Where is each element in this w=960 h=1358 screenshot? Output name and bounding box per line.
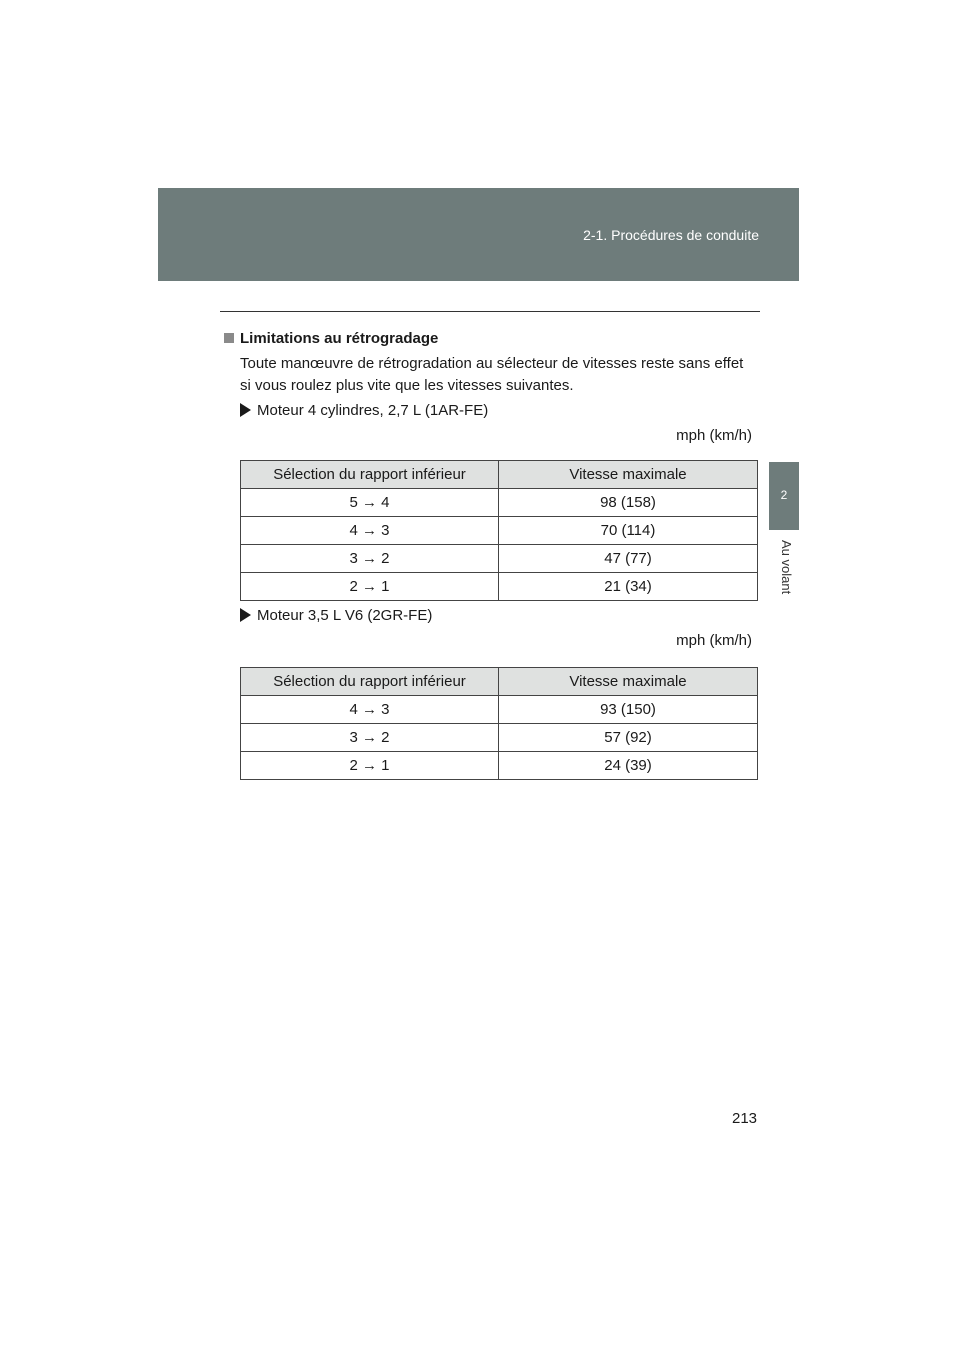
engine-label-2: Moteur 3,5 L V6 (2GR-FE) — [257, 607, 433, 624]
speed-cell: 98 (158) — [499, 489, 758, 517]
speed-cell: 57 (92) — [499, 724, 758, 752]
speed-cell: 70 (114) — [499, 517, 758, 545]
paragraph-line-2: si vous roulez plus vite que les vitesses suivantes. — [240, 377, 574, 394]
table-row — [241, 573, 758, 601]
table-row — [241, 517, 758, 545]
engine-label-1: Moteur 4 cylindres, 2,7 L (1AR-FE) — [257, 402, 489, 419]
gear-cell: 2 → 1 — [241, 573, 499, 601]
downshift-table-1 — [240, 460, 758, 601]
column-header-gear: Sélection du rapport inférieur — [241, 668, 499, 696]
section-heading — [224, 330, 438, 347]
speed-cell: 47 (77) — [499, 545, 758, 573]
column-header-gear: Sélection du rapport inférieur — [241, 461, 499, 489]
chapter-header — [158, 188, 799, 281]
section-paragraph — [240, 353, 760, 397]
square-bullet-icon — [224, 333, 234, 343]
triangle-bullet-icon — [240, 403, 251, 417]
section-divider — [220, 311, 760, 312]
table-row — [241, 724, 758, 752]
paragraph-line-1: Toute manœuvre de rétrogradation au sélecteur de vitesses reste sans effet — [240, 355, 744, 372]
speed-cell: 21 (34) — [499, 573, 758, 601]
gear-cell: 3 → 2 — [241, 724, 499, 752]
table-header-row — [241, 668, 758, 696]
speed-cell: 24 (39) — [499, 752, 758, 780]
gear-cell: 2 → 1 — [241, 752, 499, 780]
chapter-tab-number: 2 — [780, 488, 788, 502]
column-header-speed: Vitesse maximale — [499, 461, 758, 489]
table-row — [241, 696, 758, 724]
table-row — [241, 489, 758, 517]
unit-label-2: mph (km/h) — [676, 632, 752, 649]
column-header-speed: Vitesse maximale — [499, 668, 758, 696]
section-title-text: Limitations au rétrogradage — [240, 330, 439, 347]
gear-cell: 3 → 2 — [241, 545, 499, 573]
chapter-tab — [769, 462, 799, 530]
chapter-title: 2-1. Procédures de conduite — [583, 227, 759, 243]
downshift-table-2 — [240, 667, 758, 780]
unit-label-1: mph (km/h) — [676, 427, 752, 444]
triangle-bullet-icon — [240, 608, 251, 622]
speed-cell: 93 (150) — [499, 696, 758, 724]
table-row — [241, 545, 758, 573]
engine-heading-1 — [240, 402, 488, 419]
table-row — [241, 752, 758, 780]
gear-cell: 4 → 3 — [241, 517, 499, 545]
gear-cell: 5 → 4 — [241, 489, 499, 517]
page-number: 213 — [732, 1110, 758, 1127]
gear-cell: 4 → 3 — [241, 696, 499, 724]
table-header-row — [241, 461, 758, 489]
chapter-tab-label: Au volant — [779, 540, 794, 595]
engine-heading-2 — [240, 607, 432, 624]
